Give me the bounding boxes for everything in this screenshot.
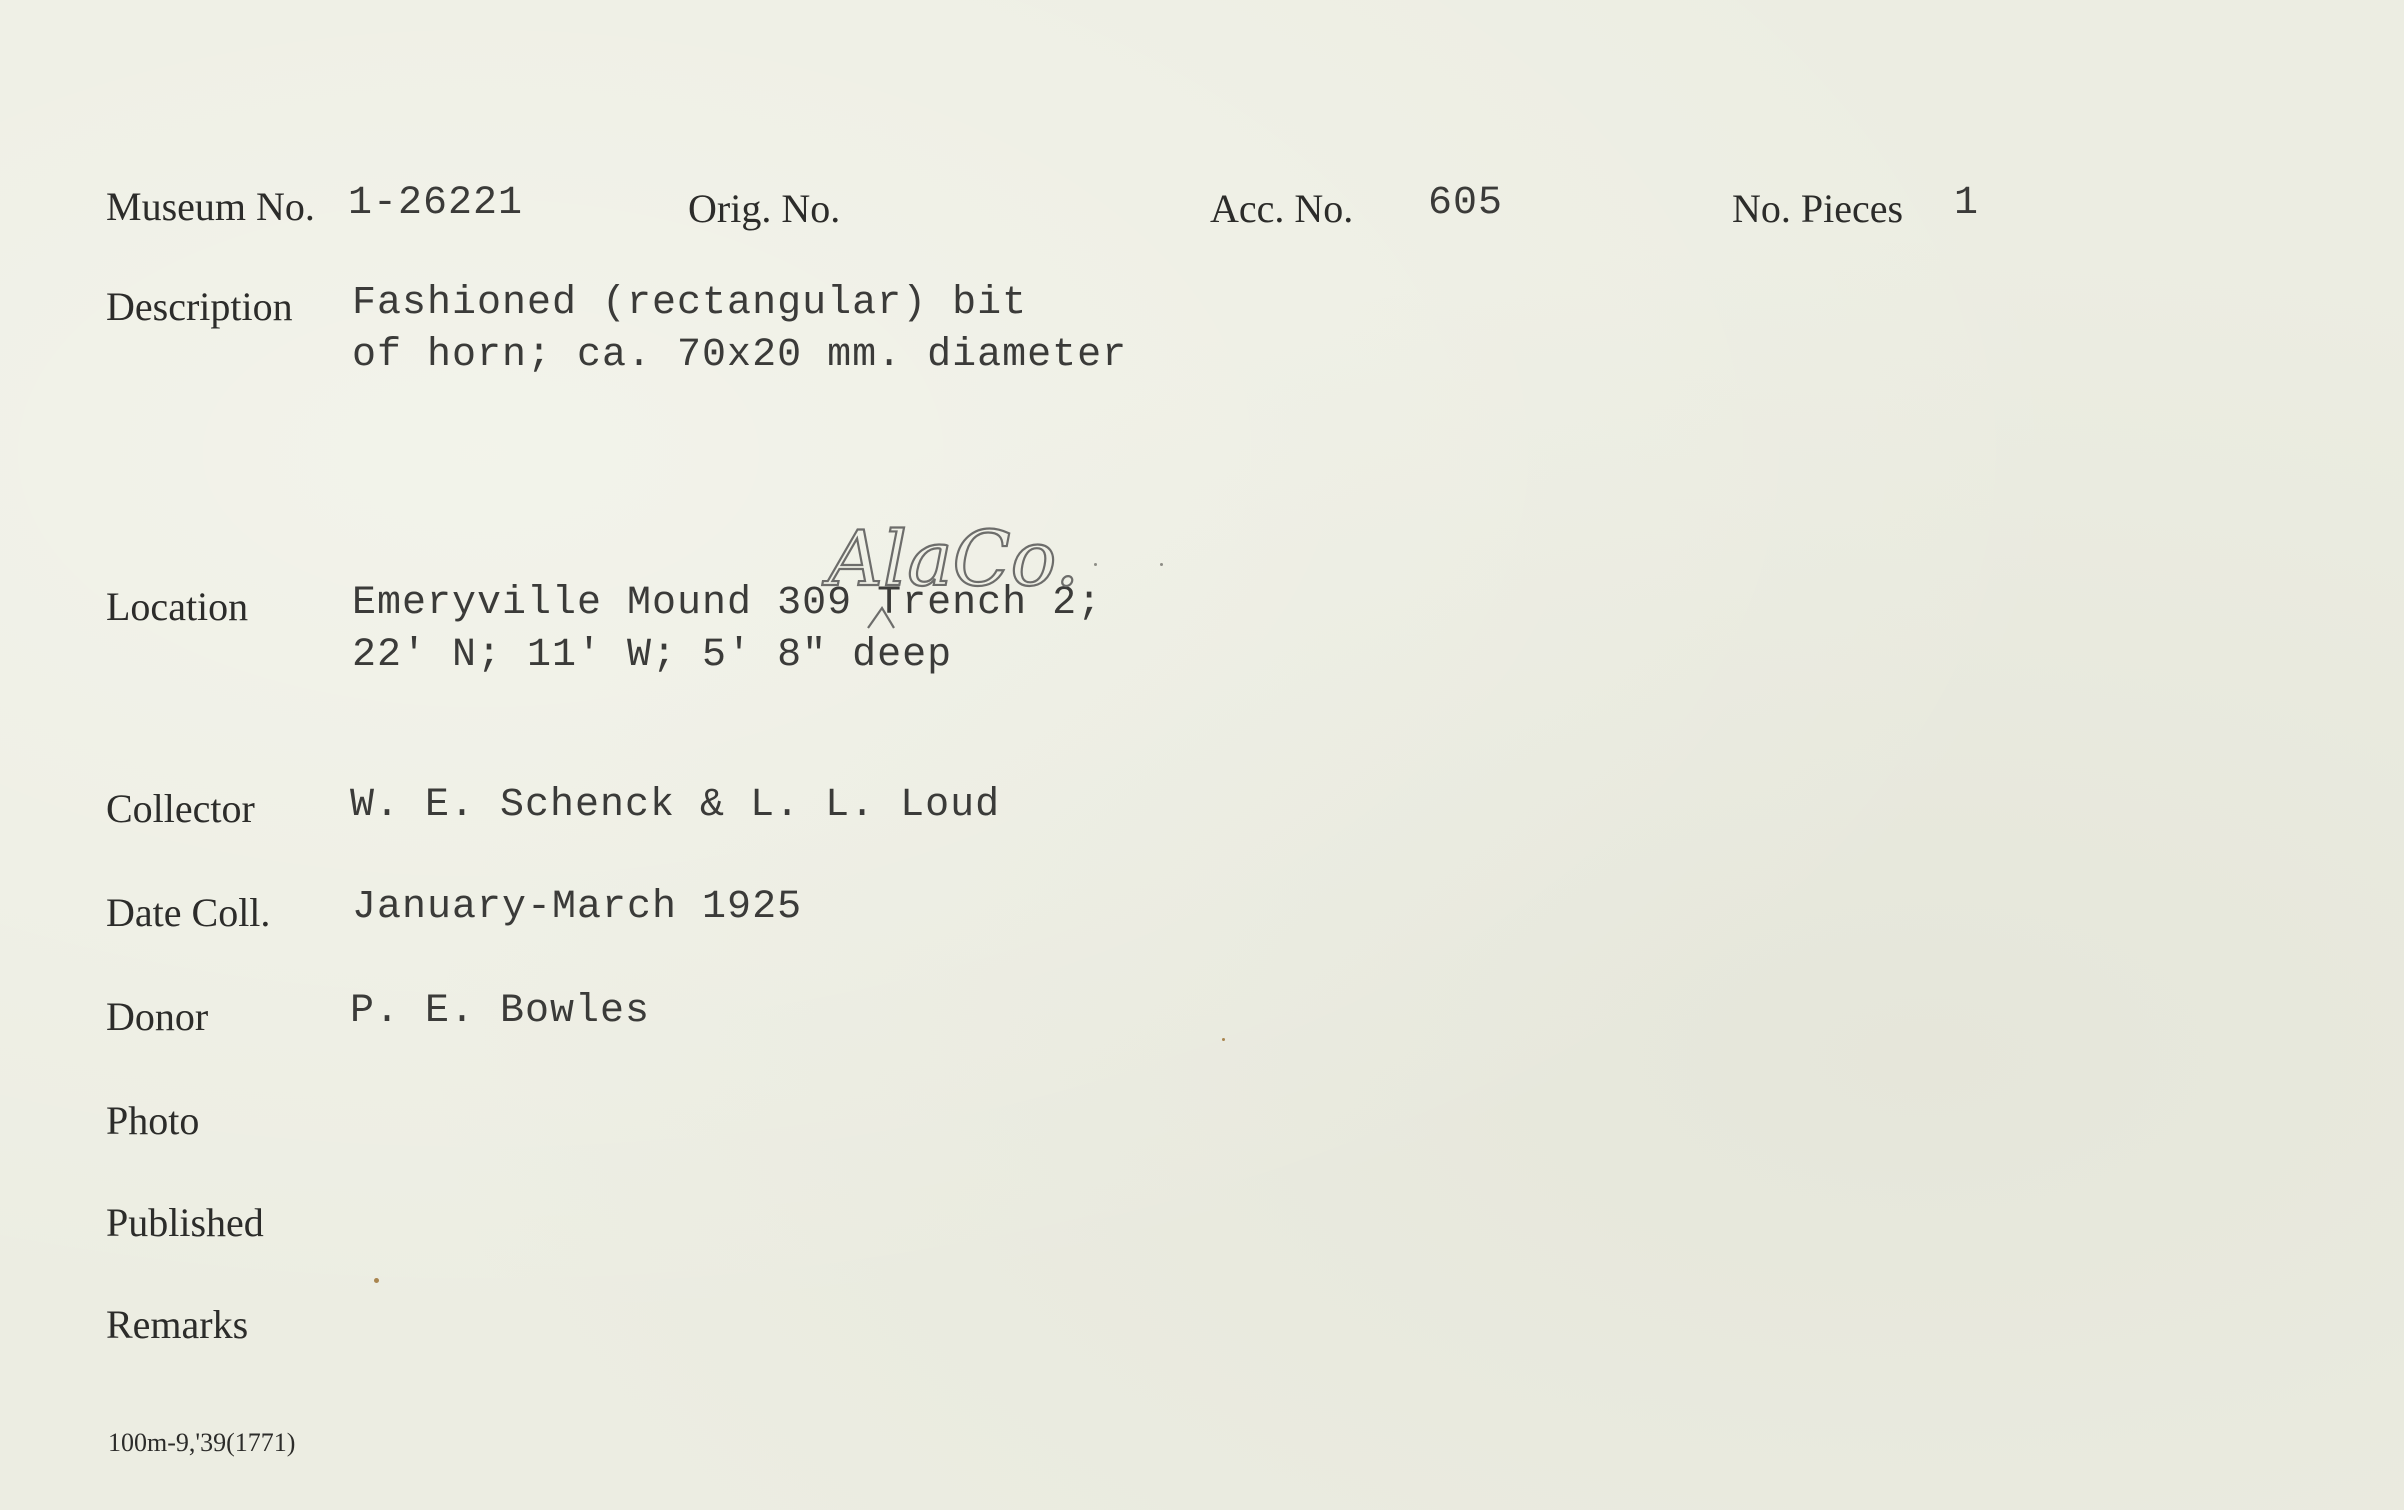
- date-coll-value: January-March 1925: [352, 885, 803, 930]
- location-line-1: Emeryville Mound 309 Trench 2;: [352, 581, 1103, 626]
- photo-label: Photo: [106, 1098, 200, 1143]
- no-pieces-value: 1: [1954, 181, 1980, 226]
- acc-no-value: 605: [1428, 181, 1504, 226]
- description-line-1: Fashioned (rectangular) bit: [352, 281, 1028, 326]
- donor-value: P. E. Bowles: [350, 989, 651, 1034]
- acc-no-label: Acc. No.: [1210, 186, 1354, 231]
- collector-label: Collector: [106, 786, 255, 831]
- paper-speck: [374, 1278, 379, 1283]
- date-coll-label: Date Coll.: [106, 890, 271, 935]
- handwritten-insert-alaco: [820, 490, 1140, 630]
- published-label: Published: [106, 1200, 264, 1245]
- handwritten-insert-text: AlaCo.: [828, 514, 1080, 603]
- form-code: 100m-9,'39(1771): [108, 1428, 296, 1457]
- remarks-label: Remarks: [106, 1302, 249, 1347]
- orig-no-label: Orig. No.: [688, 186, 841, 231]
- description-label: Description: [106, 284, 293, 329]
- description-line-2: of horn; ca. 70x20 mm. diameter: [352, 333, 1128, 378]
- collector-value: W. E. Schenck & L. L. Loud: [350, 783, 1001, 828]
- no-pieces-label: No. Pieces: [1732, 186, 1904, 231]
- paper-speck: [1094, 563, 1097, 566]
- museum-no-label: Museum No.: [106, 184, 315, 229]
- location-label: Location: [106, 584, 249, 629]
- paper-speck: [1160, 563, 1163, 566]
- museum-no-value: 1-26221: [348, 181, 524, 226]
- paper-speck: [1222, 1038, 1225, 1041]
- location-line-2: 22' N; 11' W; 5' 8" deep: [352, 633, 953, 678]
- donor-label: Donor: [106, 994, 209, 1039]
